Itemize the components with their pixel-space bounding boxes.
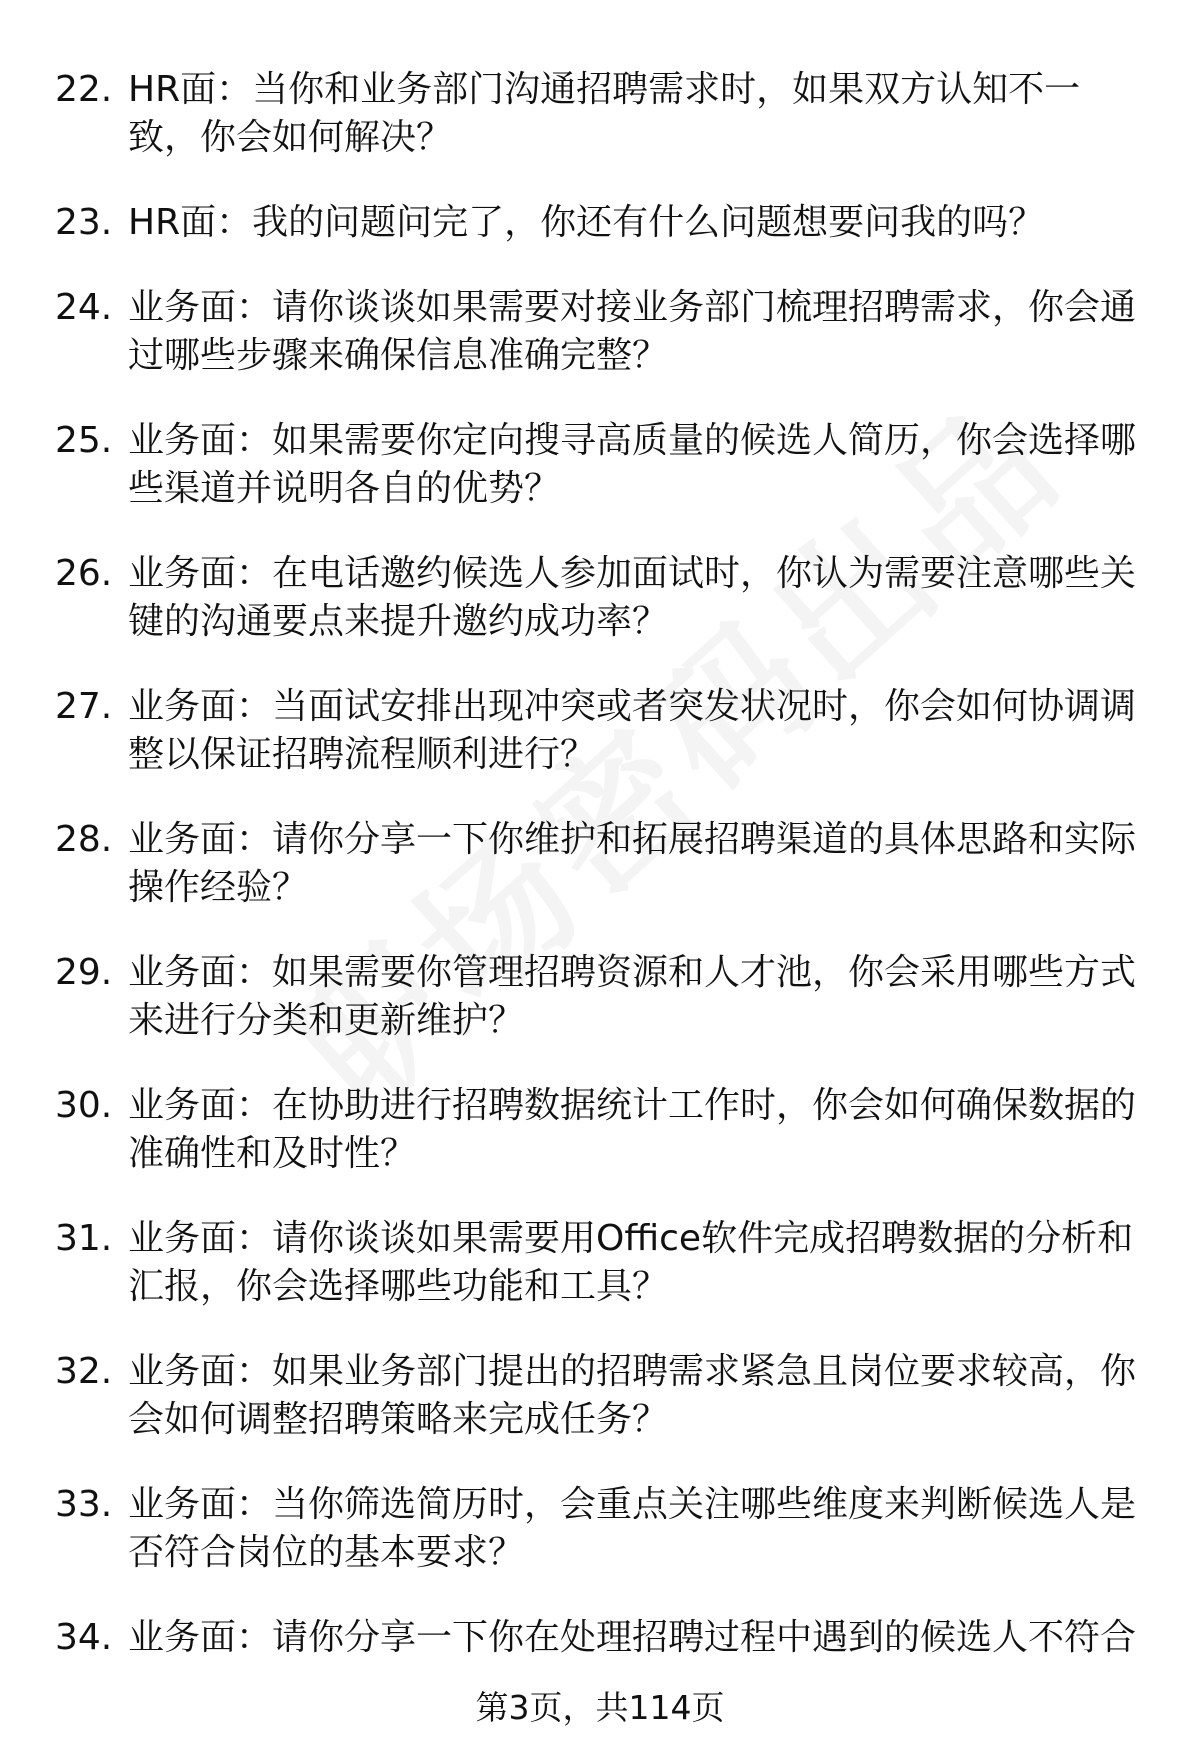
question-number: 23.: [55, 202, 113, 243]
question-number: 33.: [55, 1484, 113, 1525]
question-number: 26.: [55, 553, 113, 594]
question-text: 业务面：当面试安排出现冲突或者突发状况时，你会如何协调调整以保证招聘流程顺利进行？: [128, 686, 1137, 775]
question-list: [0, 66, 1200, 1699]
question-number: 30.: [55, 1085, 113, 1126]
question-item: [0, 550, 1200, 646]
question-text: 业务面：如果业务部门提出的招聘需求紧急且岗位要求较高，你会如何调整招聘策略来完成任务？: [128, 1351, 1137, 1440]
question-text: 业务面：请你谈谈如果需要对接业务部门梳理招聘需求，你会通过哪些步骤来确保信息准确完整？: [128, 287, 1137, 376]
question-number: 34.: [55, 1617, 113, 1658]
question-number: 31.: [55, 1218, 113, 1259]
question-item: [0, 816, 1200, 912]
question-number: 29.: [55, 952, 113, 993]
question-item: [0, 1614, 1200, 1662]
question-text: 业务面：当你筛选简历时，会重点关注哪些维度来判断候选人是否符合岗位的基本要求？: [128, 1484, 1137, 1573]
question-item: [0, 1348, 1200, 1444]
question-text: 业务面：请你分享一下你在处理招聘过程中遇到的候选人不符合: [128, 1617, 1137, 1658]
question-text: 业务面：在电话邀约候选人参加面试时，你认为需要注意哪些关键的沟通要点来提升邀约成功率？: [128, 553, 1137, 642]
question-text: 业务面：如果需要你定向搜寻高质量的候选人简历，你会选择哪些渠道并说明各自的优势？: [128, 420, 1137, 509]
question-item: [0, 66, 1200, 162]
question-number: 22.: [55, 69, 113, 110]
question-text: HR面：当你和业务部门沟通招聘需求时，如果双方认知不一致，你会如何解决？: [128, 69, 1081, 158]
question-text: HR面：我的问题问完了，你还有什么问题想要问我的吗？: [128, 202, 1045, 243]
question-item: [0, 1481, 1200, 1577]
question-item: [0, 1215, 1200, 1311]
question-item: [0, 199, 1200, 247]
question-item: [0, 683, 1200, 779]
question-item: [0, 1082, 1200, 1178]
question-text: 业务面：在协助进行招聘数据统计工作时，你会如何确保数据的准确性和及时性？: [128, 1085, 1137, 1174]
question-text: 业务面：请你谈谈如果需要用Office软件完成招聘数据的分析和汇报，你会选择哪些功能和工具？: [128, 1218, 1134, 1307]
question-item: [0, 949, 1200, 1045]
question-number: 24.: [55, 287, 113, 328]
question-number: 25.: [55, 420, 113, 461]
question-item: [0, 417, 1200, 513]
question-item: [0, 284, 1200, 380]
question-text: 业务面：请你分享一下你维护和拓展招聘渠道的具体思路和实际操作经验？: [128, 819, 1137, 908]
page-footer: 第3页，共114页: [475, 1688, 725, 1727]
question-number: 28.: [55, 819, 113, 860]
question-number: 32.: [55, 1351, 113, 1392]
question-text: 业务面：如果需要你管理招聘资源和人才池，你会采用哪些方式来进行分类和更新维护？: [128, 952, 1137, 1041]
question-number: 27.: [55, 686, 113, 727]
